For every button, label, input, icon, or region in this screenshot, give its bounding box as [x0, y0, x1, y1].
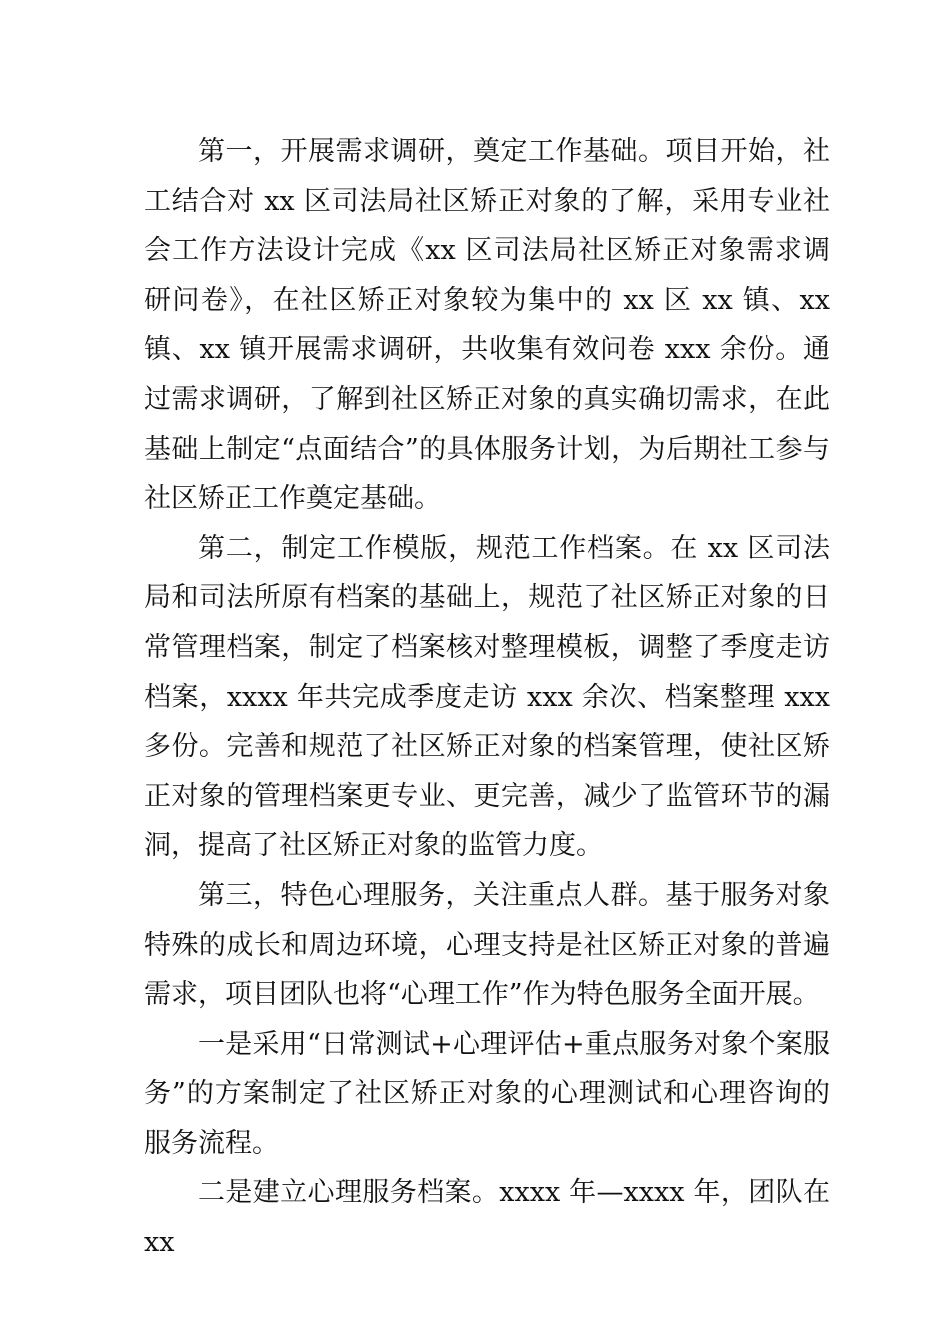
- paragraph-service-process: 一是采用“日常测试+心理评估+重点服务对象个案服务”的方案制定了社区矫正对象的心理测试和心理咨询的服务流程。: [144, 1028, 830, 1159]
- document-body: [144, 127, 830, 1268]
- paragraph-work-templates: 第二，制定工作模版，规范工作档案。在 xx 区司法局和司法所原有档案的基础上，规范了社区矫正对象的日常管理档案，制定了档案核对整理模板，调整了季度走访档案，xxxx 年共完成季度走访 xxx 余次、档案整理 xxx 多份。完善和规范了社区矫正对象的档案管理，使社区矫正对象的管理档案更专业、更完善，减少了监管环节的漏洞，提高了社区矫正对象的监管力度。: [144, 532, 830, 862]
- paragraph-service-archives: 二是建立心理服务档案。xxxx 年—xxxx 年，团队在 xx: [144, 1177, 830, 1259]
- paragraph-psychological-services: 第三，特色心理服务，关注重点人群。基于服务对象特殊的成长和周边环境，心理支持是社区矫正对象的普遍需求，项目团队也将“心理工作”作为特色服务全面开展。: [144, 879, 830, 1011]
- paragraph-needs-research: 第一，开展需求调研，奠定工作基础。项目开始，社工结合对 xx 区司法局社区矫正对象的了解，采用专业社会工作方法设计完成《xx 区司法局社区矫正对象需求调研问卷》，在社区矫正对象较为集中的 xx 区 xx 镇、xx 镇、xx 镇开展需求调研，共收集有效问卷 xxx 余份。通过需求调研，了解到社区矫正对象的真实确切需求，在此基础上制定“点面结合”的具体服务计划，为后期社工参与社区矫正工作奠定基础。: [144, 136, 830, 515]
